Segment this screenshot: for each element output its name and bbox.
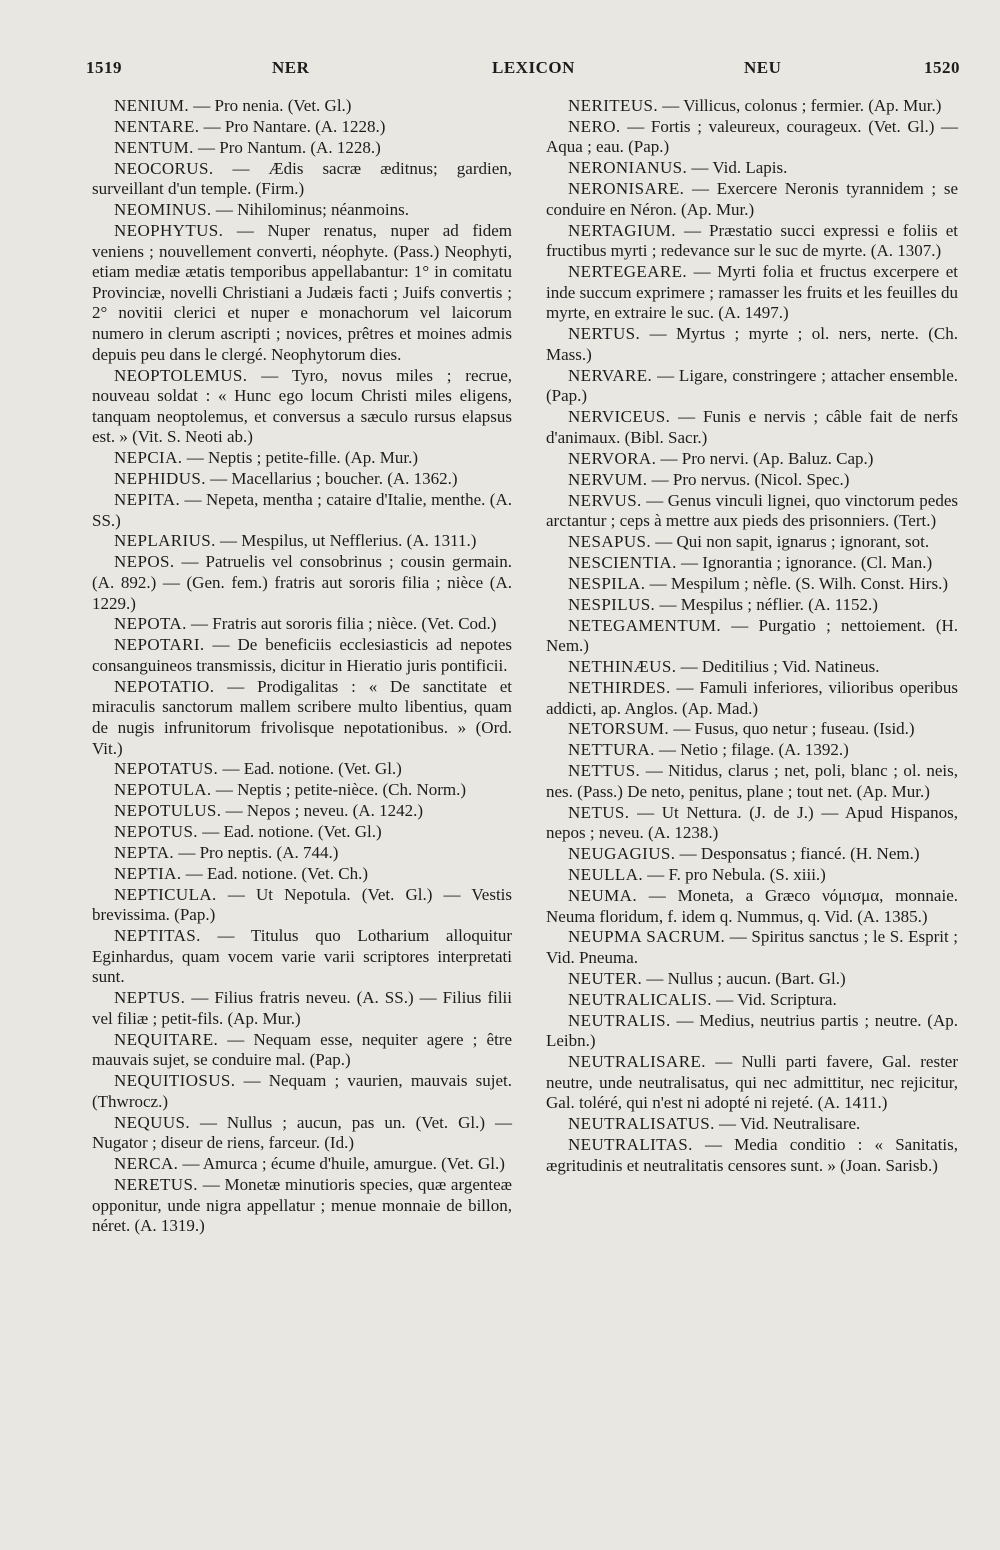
dictionary-entry [92,1154,512,1175]
entry-headword: NETTURA. [568,740,655,760]
entry-definition: — Vid. Lapis. [691,158,788,178]
entry-headword: NERCA. [114,1154,179,1174]
entry-definition: — Nullus ; aucun. (Bart. Gl.) [646,968,846,988]
entry-headword: NETEGAMENTUM. [568,615,721,635]
entry-headword: NEPLARIUS. [114,531,216,551]
entry-headword: NEPOTULA. [114,780,212,800]
dictionary-entry [546,1052,958,1114]
entry-headword: NEUTER. [568,968,643,988]
entry-definition: — Pro nervi. (Ap. Baluz. Cap.) [660,448,874,468]
dictionary-entry [92,117,512,138]
entry-headword: NERO. [568,116,621,136]
entry-definition: — Pro neptis. (A. 744.) [178,843,339,863]
dictionary-entry [546,574,958,595]
entry-headword: NEPTIA. [114,863,182,883]
entry-headword: NEPOTUS. [114,822,198,842]
dictionary-entry [92,1175,512,1237]
entry-definition: — Famuli inferiores, vilioribus operibus addicti, ap. Anglos. (Ap. Mad.) [546,677,958,718]
dictionary-entry [92,96,512,117]
entry-headword: NERONISARE. [568,179,685,199]
dictionary-entry [546,324,958,365]
dictionary-entry [546,969,958,990]
entry-headword: NERONIANUS. [568,158,688,178]
dictionary-entry [92,843,512,864]
entry-headword: NEQUITARE. [114,1029,219,1049]
entry-headword: NEUTRALICALIS. [568,989,712,1009]
dictionary-entry [546,865,958,886]
dictionary-entry [92,988,512,1029]
entry-definition: — Myrtus ; myrte ; ol. ners, nerte. (Ch. Mass.) [546,324,958,364]
entry-definition: — Nulli parti favere, Gal. rester neutre, unde neutralisatus, qui nec admittitur, nec rejicitur, Gal. toléré, qui n'est ni adopté ni rejeté. (A. 1411.) [546,1052,959,1113]
dictionary-entry [546,117,958,158]
entry-headword: NERVORA. [568,448,657,468]
entry-definition: — Ead. notione. (Vet. Gl.) [222,759,402,779]
entry-headword: NETUS. [568,802,630,822]
entry-definition: — Deditilius ; Vid. Natineus. [680,657,880,677]
dictionary-entry [92,759,512,780]
entry-definition: — Filius fratris neveu. (A. SS.) — Filius filii vel filiæ ; petit-fils. (Ap. Mur.) [92,988,512,1028]
entry-definition: — Exercere Neronis tyrannidem ; se conduire en Néron. (Ap. Mur.) [546,179,958,219]
dictionary-entry [92,926,512,988]
entry-headword: NESCIENTIA. [568,552,677,572]
dictionary-entry [546,927,958,968]
entry-headword: NESPILA. [568,573,646,593]
entry-headword: NEUTRALIS. [568,1010,671,1030]
entry-headword: NEPOTULUS. [114,801,222,821]
entry-definition: — Vid. Neutralisare. [719,1114,861,1134]
dictionary-entry [546,553,958,574]
entry-definition: — Villicus, colonus ; fermier. (Ap. Mur.) [662,96,942,115]
dictionary-entry [546,990,958,1011]
entry-definition: — Media conditio : « Sanitatis, ægritudinis et neutralitatis censores sunt. » (Joan. Sarisb.) [546,1135,958,1175]
page-number-right: 1520 [924,58,960,77]
dictionary-entry [546,616,958,657]
entry-definition: — Monetæ minutioris species, quæ argenteæ opponitur, unde nigra appellatur ; menue monnaie de billon, néret. (A. 1319.) [92,1175,512,1236]
entry-definition: — Neptis ; petite-fille. (Ap. Mur.) [186,448,419,468]
entry-headword: NEQUUS. [114,1112,190,1132]
dictionary-entry [92,1071,512,1112]
entry-headword: NEOPHYTUS. [114,221,224,241]
header-guide-word-right: NEU [744,58,782,77]
dictionary-entry [546,179,958,220]
entry-headword: NEPTITAS. [114,926,201,946]
entry-headword: NERVUS. [568,490,642,510]
dictionary-entry [92,159,512,200]
dictionary-entry [546,470,958,491]
entry-definition: — Nullus ; aucun, pas un. (Vet. Gl.) — Nugator ; diseur de riens, farceur. (Id.) [92,1112,512,1153]
entry-definition: — Pro nenia. (Vet. Gl.) [193,96,352,115]
entry-definition: — Ædis sacræ æditnus; gardien, surveillant d'un temple. (Firm.) [92,158,512,199]
dictionary-entry [92,801,512,822]
running-header [86,58,960,88]
entry-definition: — Nepos ; neveu. (A. 1242.) [225,801,424,821]
right-column [546,96,958,1177]
entry-headword: NENTUM. [114,137,194,157]
entry-definition: — Nitidus, clarus ; net, poli, blanc ; ol. neis, nes. (Pass.) De neto, penitus, plane ; tout net. (Ap. Mur.) [546,761,958,801]
dictionary-entry [92,552,512,614]
entry-headword: NERTAGIUM. [568,220,676,240]
entry-headword: NERETUS. [114,1175,198,1195]
entry-definition: — De beneficiis ecclesiasticis ad nepotes consanguineos transmissis, dicitur in Hieratio juris pontificii. [92,635,513,675]
entry-headword: NERVARE. [568,365,653,385]
entry-headword: NETTUS. [568,761,641,781]
entry-definition: — Mespilus ; néflier. (A. 1152.) [659,594,878,614]
entry-definition: — Macellarius ; boucher. (A. 1362.) [210,469,458,489]
entry-headword: NERVUM. [568,469,648,489]
dictionary-entry [546,449,958,470]
entry-definition: — Desponsatus ; fiancé. (H. Nem.) [679,844,920,864]
entry-definition: — Patruelis vel consobrinus ; cousin germain. (A. 892.) — (Gen. fem.) fratris aut sororis filia ; nièce (A. 1229.) [92,552,513,613]
dictionary-entry [546,158,958,179]
dictionary-entry [92,677,512,759]
entry-definition: — Præstatio succi expressi e foliis et fructibus myrti ; redevance sur le suc de myrte. (A. 1307.) [546,220,959,261]
dictionary-entry [92,490,512,531]
dictionary-entry [546,532,958,553]
entry-definition: — Tyro, novus miles ; recrue, nouveau soldat : « Hunc ego locum Christi miles eligens, tanquam neoptolemus, et conversus a sæculo rursus elapsus est. » (Vit. S. Neoti ab.) [92,365,513,447]
dictionary-entry [546,595,958,616]
left-column [92,96,512,1237]
entry-headword: NEPOTATUS. [114,759,219,779]
dictionary-entry [546,407,958,448]
entry-headword: NEPHIDUS. [114,469,206,489]
dictionary-entry [546,1011,958,1052]
dictionary-entry [546,719,958,740]
entry-headword: NEUTRALITAS. [568,1135,693,1155]
dictionary-entry [546,803,958,844]
page-number-left: 1519 [86,58,122,77]
entry-definition: — Ut Nettura. (J. de J.) — Apud Hispanos, nepos ; neveu. (A. 1238.) [546,802,958,843]
entry-headword: NEPTUS. [114,988,186,1008]
entry-headword: NESPILUS. [568,594,656,614]
entry-headword: NEOPTOLEMUS. [114,365,248,385]
entry-headword: NESAPUS. [568,532,652,552]
entry-headword: NEUTRALISARE. [568,1052,706,1072]
dictionary-entry [546,221,958,262]
dictionary-entry [92,635,512,676]
entry-definition: — Qui non sapit, ignarus ; ignorant, sot. [655,532,930,552]
entry-headword: NEUTRALISATUS. [568,1114,715,1134]
entry-headword: NEQUITIOSUS. [114,1071,236,1091]
entry-headword: NEUGAGIUS. [568,844,676,864]
entry-headword: NENTARE. [114,116,200,136]
entry-definition: — Neptis ; petite-nièce. (Ch. Norm.) [215,780,467,800]
entry-headword: NEPOTATIO. [114,676,215,696]
entry-definition: — Fratris aut sororis filia ; nièce. (Vet. Cod.) [191,614,497,634]
entry-definition: — Nequam esse, nequiter agere ; être mauvais sujet, se conduire mal. (Pap.) [92,1029,512,1070]
entry-headword: NEOCORUS. [114,158,214,178]
entry-definition: — Netio ; filage. (A. 1392.) [659,740,849,760]
entry-definition: — F. pro Nebula. (S. xiii.) [647,865,826,885]
entry-headword: NEPTA. [114,843,175,863]
entry-definition: — Prodigalitas : « De sanctitate et miraculis sanctorum mallem scribere multo libentius, quam de nugis infrunitorum frivolisque nepotationibus. » (Ord. Vit.) [92,676,513,758]
dictionary-entry [92,614,512,635]
dictionary-entry [92,531,512,552]
entry-definition: — Fortis ; valeureux, courageux. (Vet. Gl.) — Aqua ; eau. (Pap.) [546,116,959,157]
entry-headword: NERITEUS. [568,96,659,115]
dictionary-entry [546,491,958,532]
entry-headword: NEPCIA. [114,448,183,468]
dictionary-entry [92,885,512,926]
entry-definition: — Nihilominus; néanmoins. [215,200,409,220]
entry-headword: NENIUM. [114,96,190,115]
entry-definition: — Fusus, quo netur ; fuseau. (Isid.) [673,719,915,739]
header-title: LEXICON [492,58,575,77]
entry-definition: — Myrti folia et fructus excerpere et inde succum exprimere ; ramasser les fruits et les feuilles du myrte, en extraire le suc. (A. 1497.) [546,262,958,323]
entry-headword: NERVICEUS. [568,407,671,427]
dictionary-entry [92,200,512,221]
entry-headword: NEUPMA SACRUM. [568,927,726,947]
dictionary-entry [546,886,958,927]
entry-definition: — Mespilus, ut Nefflerius. (A. 1311.) [220,531,477,551]
entry-definition: — Nuper renatus, nuper ad fidem veniens ; nouvellement converti, néophyte. (Pass.) Neophyti, etiam mediæ ætatis temporibus appellabantur: 1° in comitatu Provinciæ, novelli Christiani a Judæis facti ; Juifs convertis ; 2° novitii clerici et nuper e monachorum vel laicorum numero in clerum ascripti ; novices, prêtres et moines admis depuis peu dans le clergé. Neophytorum dies. [92,221,512,364]
dictionary-entry [92,138,512,159]
dictionary-entry [546,657,958,678]
dictionary-entry [546,1114,958,1135]
entry-headword: NETHINÆUS. [568,657,677,677]
entry-headword: NEULLA. [568,865,644,885]
entry-headword: NERTEGEARE. [568,262,688,282]
dictionary-entry [546,96,958,117]
entry-definition: — Nequam ; vaurien, mauvais sujet. (Thwrocz.) [92,1071,512,1111]
entry-definition: — Pro Nantare. (A. 1228.) [203,116,386,136]
dictionary-entry [92,822,512,843]
entry-headword: NEPOTA. [114,614,187,634]
entry-headword: NEPTICULA. [114,884,217,904]
entry-definition: — Amurca ; écume d'huile, amurgue. (Vet. Gl.) [182,1154,505,1174]
entry-definition: — Ligare, constringere ; attacher ensemble. (Pap.) [546,365,959,406]
dictionary-entry [546,366,958,407]
dictionary-entry [92,1030,512,1071]
dictionary-entry [546,761,958,802]
header-guide-word-left: NER [272,58,310,77]
entry-definition: — Spiritus sanctus ; le S. Esprit ; Vid. Pneuma. [546,927,959,968]
entry-definition: — Pro Nantum. (A. 1228.) [198,137,381,157]
entry-definition: — Nepeta, mentha ; cataire d'Italie, menthe. (A. SS.) [92,489,512,530]
entry-definition: — Ead. notione. (Vet. Gl.) [202,822,382,842]
dictionary-entry [92,366,512,448]
entry-definition: — Purgatio ; nettoiement. (H. Nem.) [546,615,959,656]
dictionary-entry [92,1113,512,1154]
dictionary-entry [546,262,958,324]
entry-headword: NEPOTARI. [114,635,205,655]
entry-definition: — Mespilum ; nèfle. (S. Wilh. Const. Hirs.) [649,573,948,593]
dictionary-entry [546,1135,958,1176]
entry-headword: NETORSUM. [568,719,670,739]
entry-definition: — Vid. Scriptura. [716,989,837,1009]
entry-headword: NEPITA. [114,489,181,509]
dictionary-entry [546,844,958,865]
entry-definition: — Funis e nervis ; câble fait de nerfs d'animaux. (Bibl. Sacr.) [546,407,958,447]
entry-headword: NEOMINUS. [114,200,212,220]
dictionary-entry [92,448,512,469]
entry-definition: — Ignorantia ; ignorance. (Cl. Man.) [681,552,933,572]
entry-definition: — Moneta, a Græco νόμισμα, monnaie. Neuma floridum, f. idem q. Nummus, q. Vid. (A. 1385.) [546,885,958,926]
dictionary-entry [92,469,512,490]
entry-definition: — Genus vinculi lignei, quo vinctorum pedes arctantur ; ceps à mettre aux pieds des prisonniers. (Tert.) [546,490,958,531]
dictionary-entry [92,864,512,885]
dictionary-entry [546,740,958,761]
entry-definition: — Medius, neutrius partis ; neutre. (Ap. Leibn.) [546,1010,958,1051]
dictionary-entry [92,780,512,801]
entry-headword: NERTUS. [568,324,641,344]
entry-headword: NEPOS. [114,552,175,572]
entry-headword: NEUMA. [568,885,637,905]
entry-definition: — Ead. notione. (Vet. Ch.) [185,863,368,883]
entry-headword: NETHIRDES. [568,677,671,697]
dictionary-entry [92,221,512,365]
entry-definition: — Titulus quo Lotharium alloquitur Eginhardus, quam vocem varie varii scriptores interpretati sunt. [92,926,513,987]
entry-definition: — Ut Nepotula. (Vet. Gl.) — Vestis brevissima. (Pap.) [92,884,513,925]
dictionary-entry [546,678,958,719]
entry-definition: — Pro nervus. (Nicol. Spec.) [651,469,850,489]
